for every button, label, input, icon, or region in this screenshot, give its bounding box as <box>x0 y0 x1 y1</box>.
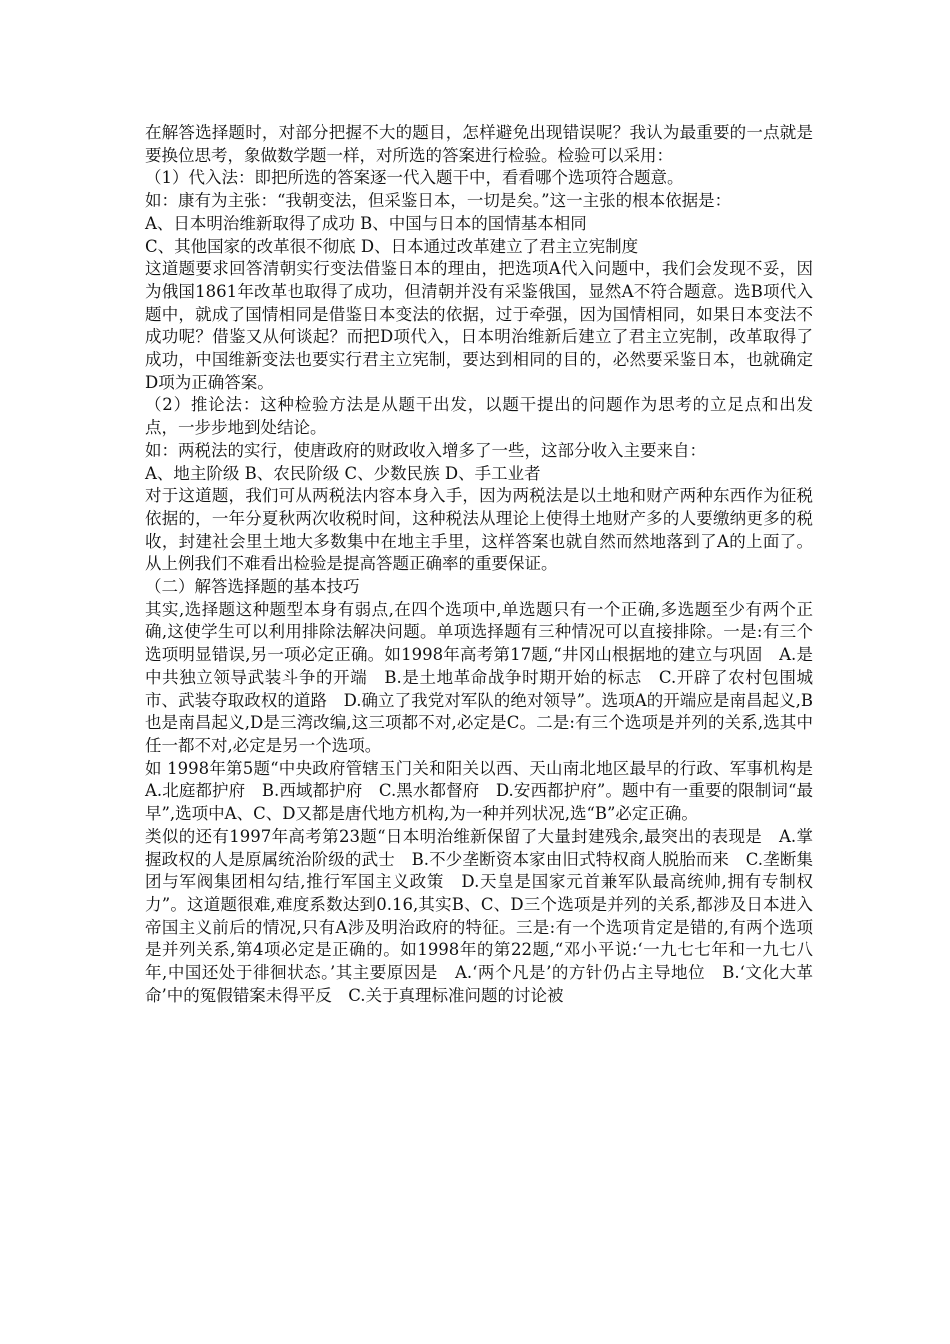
paragraph-method-substitution: （1）代入法：即把所选的答案逐一代入题干中，看看哪个选项符合题意。 <box>145 168 684 188</box>
paragraph-tax-analysis: 对于这道题，我们可从两税法内容本身入手，因为两税法是以土地和财产两种东西作为征税依据的，一年分夏秋两次收税时间，这种税法从理论上使得土地财产多的人要缴纳更多的税收，封建社会里土地大多数集中在地主手里，这样答案也就自然而然地落到了A的上面了。从上例我们不难看出检验是提高答题正确率的重要保证。 <box>145 486 813 574</box>
paragraph-method-inference: （2）推论法：这种检验方法是从题干出发，以题干提出的问题作为思考的立足点和出发点，一步步地到处结论。 <box>145 395 813 438</box>
paragraph-intro: 在解答选择题时，对部分把握不大的题目，怎样避免出现错误呢？我认为最重要的一点就是要换位思考，象做数学题一样，对所选的答案进行检验。检验可以采用： <box>145 123 813 165</box>
paragraph-example-1997-23: 类似的还有1997年高考第23题“日本明治维新保留了大量封建残余,最突出的表现是 A.掌握政权的人是原属统治阶级的武士 B.不少垄断资本家由旧式特权商人脱胎而来 C.垄断集团与军阀集团相勾结,推行军国主义政策 D.天皇是国家元首兼军队最高统帅,拥有专制权力”。这道题很难,难度系数达到0.16,其实B、C、D三个选项是并列的关系,都涉及日本进入帝国主义前后的情况,只有A涉及明治政府的特征。三是:有一个选项肯定是错的,有两个选项是并列关系,第4项必定是正确的。如1998年的第22题,“邓小平说:‘一九七七年和一九七八年,中国还处于徘徊状态。’其主要原因是 A.‘两个凡是’的方针仍占主导地位 B.‘文化大革命’中的冤假错案未得平反 C.关于真理标准问题的讨论被 <box>145 826 813 1005</box>
paragraph-example-tax: 如：两税法的实行，使唐政府的财政收入增多了一些，这部分收入主要来自： <box>145 440 706 460</box>
paragraph-example-1998-5: 如 1998年第5题“中央政府管辖玉门关和阳关以西、天山南北地区最早的行政、军事机构是 A.北庭都护府 B.西域都护府 C.黑水都督府 D.安西都护府”。题中有一重要的限制词“最早”,选项中A、C、D又都是唐代地方机构,为一种并列状况,选“B”必定正确。 <box>145 758 830 824</box>
paragraph-options-cd: C、其他国家的改革很不彻底 D、日本通过改革建立了君主立宪制度 <box>145 236 639 256</box>
paragraph-example-question: 如：康有为主张：“我朝变法，但采鉴日本，一切是矣。”这一主张的根本依据是： <box>145 191 732 211</box>
section-heading-techniques: （二）解答选择题的基本技巧 <box>145 577 360 597</box>
paragraph-options-ab: A、日本明治维新取得了成功 B、中国与日本的国情基本相同 <box>145 213 587 233</box>
paragraph-options-tax: A、地主阶级 B、农民阶级 C、少数民族 D、手工业者 <box>145 463 541 483</box>
document-body <box>145 122 830 1007</box>
paragraph-analysis: 这道题要求回答清朝实行变法借鉴日本的理由，把选项A代入问题中，我们会发现不妥，因为俄国1861年改革也取得了成功，但清朝并没有采鉴俄国，显然A不符合题意。选B项代入题中，就成了国情相同是借鉴日本变法的依据，过于牵强，因为国情相同，如果日本变法不成功呢？借鉴又从何谈起？而把D项代入，日本明治维新后建立了君主立宪制，改革取得了成功，中国维新变法也要实行君主立宪制，要达到相同的目的，必然要采鉴日本，也就确定D项为正确答案。 <box>145 259 813 392</box>
paragraph-elimination: 其实,选择题这种题型本身有弱点,在四个选项中,单选题只有一个正确,多选题至少有两个正确,这使学生可以利用排除法解决问题。单项选择题有三种情况可以直接排除。一是:有三个选项明显错误,另一项必定正确。如1998年高考第17题,“井冈山根据地的建立与巩固 A.是中共独立领导武装斗争的开端 B.是土地革命战争时期开始的标志 C.开辟了农村包围城市、武装夺取政权的道路 D.确立了我党对军队的绝对领导”。选项A的开端应是南昌起义,B也是南昌起义,D是三湾改编,这三项都不对,必定是C。二是:有三个选项是并列的关系,选其中任一都不对,必定是另一个选项。 <box>145 599 813 755</box>
